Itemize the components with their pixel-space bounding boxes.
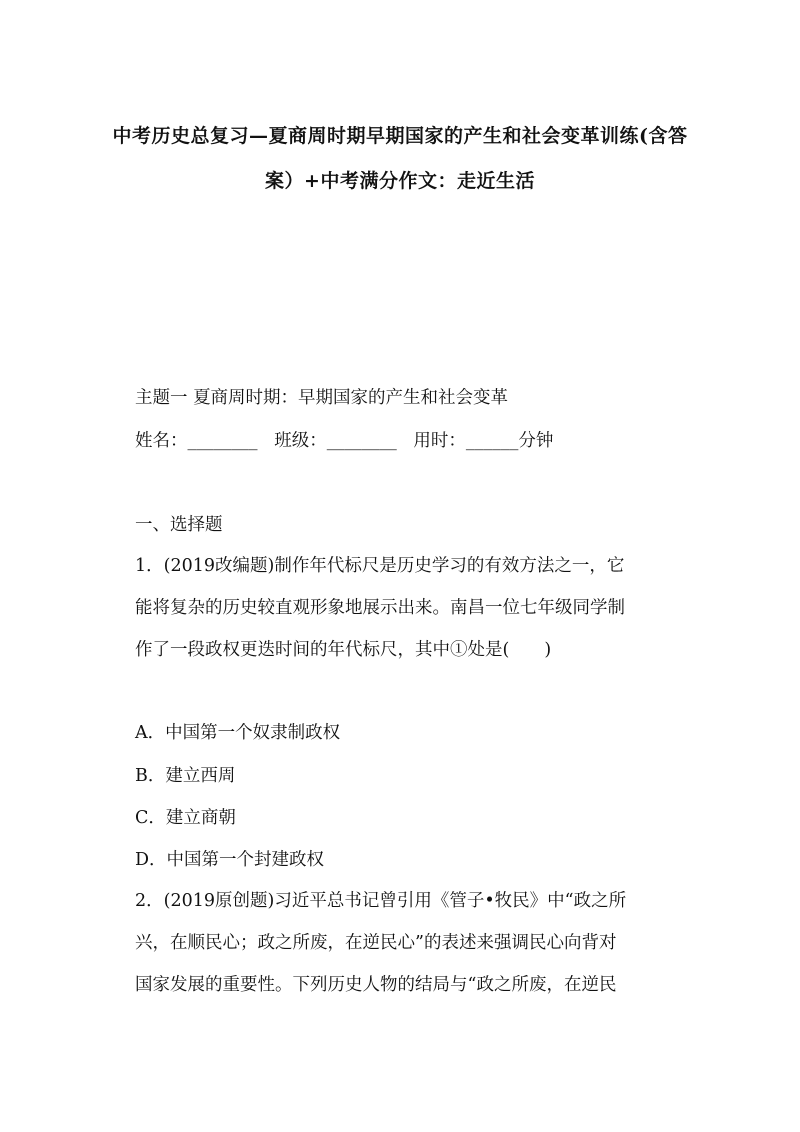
question-1-option-d: D．中国第一个封建政权 xyxy=(135,850,325,870)
question-2-line-2: 兴，在顺民心；政之所废，在逆民心”的表述来强调民心向背对 xyxy=(135,933,617,953)
question-1-option-c: C．建立商朝 xyxy=(135,808,236,828)
question-1-line-1: 1．(2019改编题)制作年代标尺是历史学习的有效方法之一，它 xyxy=(135,556,625,576)
question-2-line-1: 2．(2019原创题)习近平总书记曾引用《管子•牧民》中“政之所 xyxy=(135,891,627,911)
question-2-line-3: 国家发展的重要性。下列历史人物的结局与“政之所废，在逆民 xyxy=(135,975,617,995)
document-title-line-1: 中考历史总复习—夏商周时期早期国家的产生和社会变革训练(含答 xyxy=(112,125,688,147)
document-title-line-2: 案）+中考满分作文：走近生活 xyxy=(265,170,535,192)
question-1-line-3: 作了一段政权更迭时间的年代标尺，其中①处是( ) xyxy=(135,640,552,660)
question-1-line-2: 能将复杂的历史较直观形象地展示出来。南昌一位七年级同学制 xyxy=(135,598,625,618)
question-1-option-b: B．建立西周 xyxy=(135,766,236,786)
section-heading: 一、选择题 xyxy=(135,515,223,535)
topic-heading: 主题一 夏商周时期：早期国家的产生和社会变革 xyxy=(135,388,509,408)
question-1-option-a: A．中国第一个奴隶制政权 xyxy=(135,723,341,743)
student-info-line: 姓名：________ 班级：________ 用时：______分钟 xyxy=(135,431,554,451)
